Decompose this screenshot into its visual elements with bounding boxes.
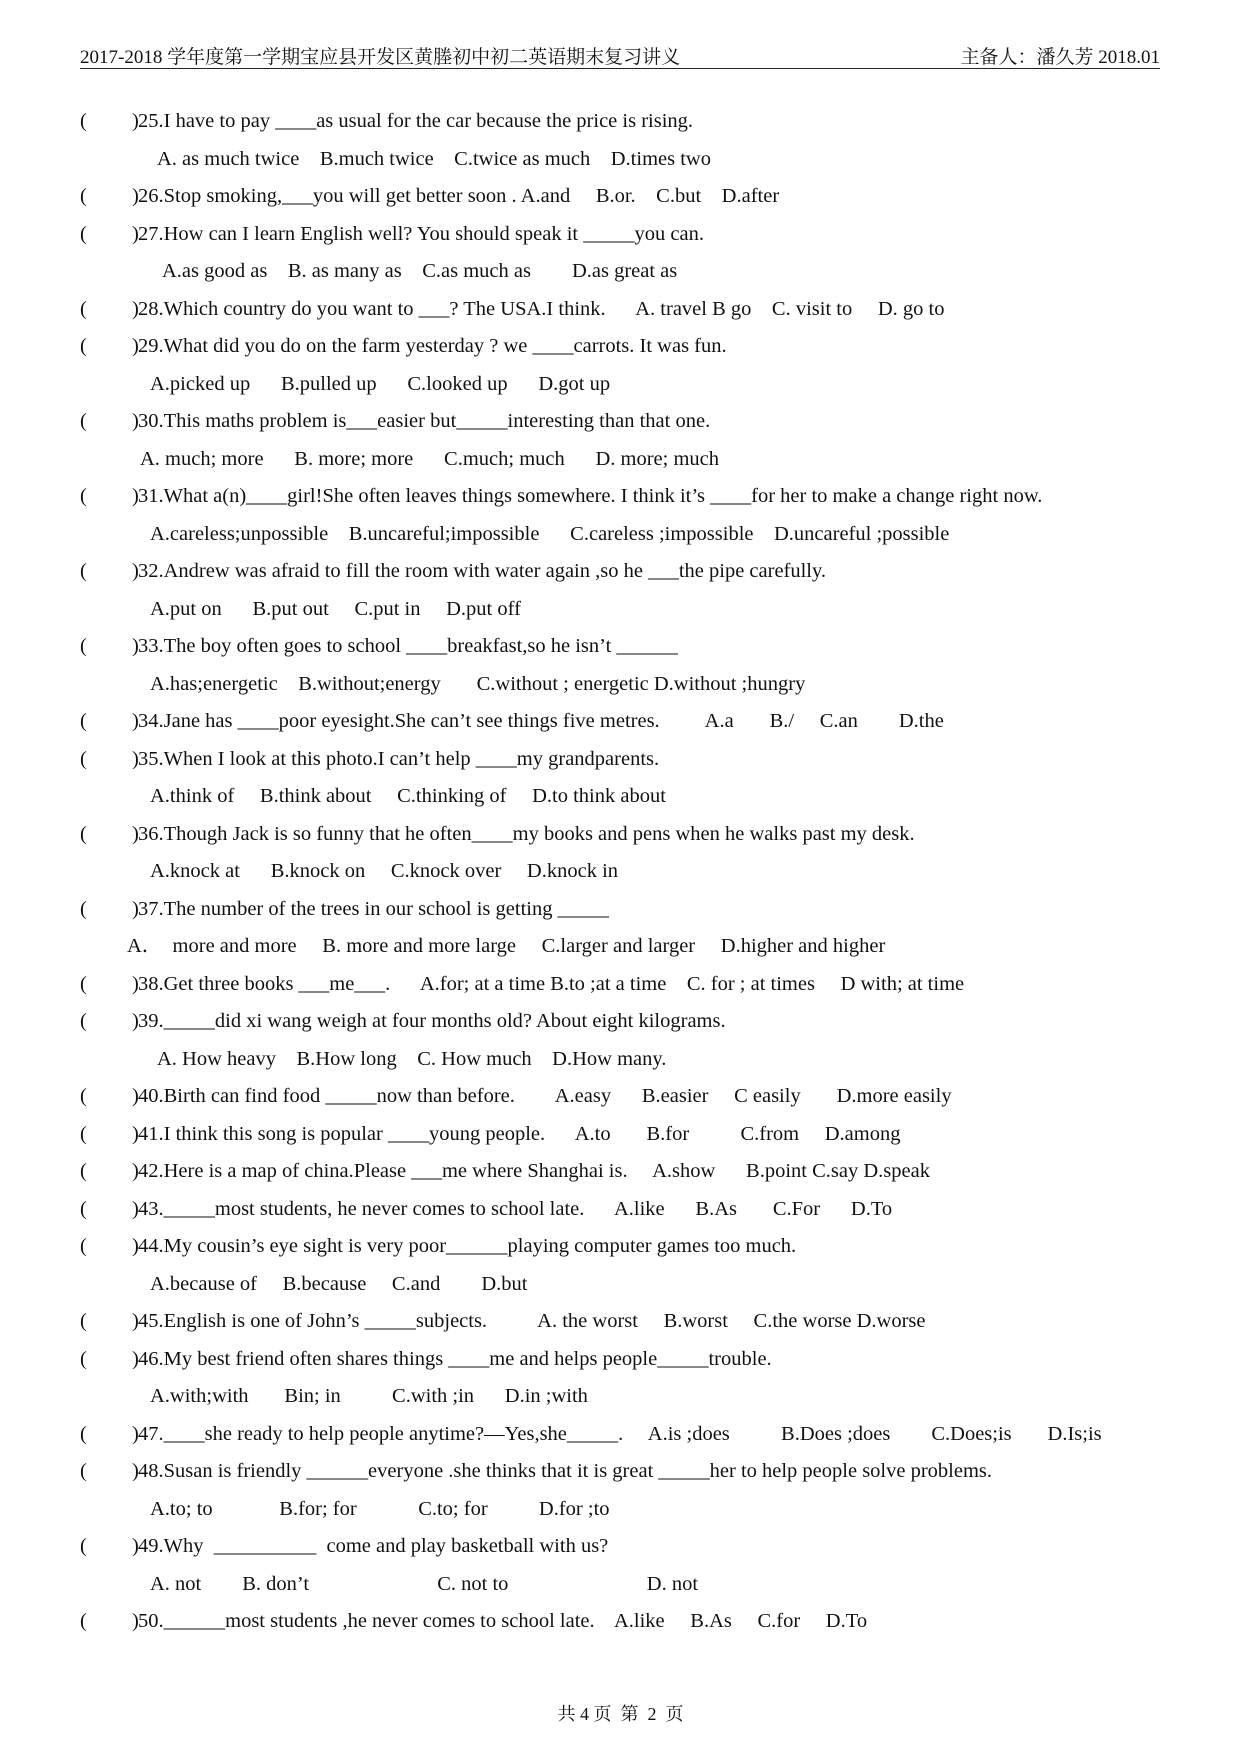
question-text: 34.Jane has ____poor eyesight.She can’t see things five metres. A.a B./ C.an D.the bbox=[138, 710, 944, 732]
answer-paren-close: ) bbox=[132, 222, 139, 245]
question-line bbox=[80, 403, 1200, 441]
header-author-date: 主备人：潘久芳 2018.01 bbox=[960, 47, 1160, 68]
question-text: 48.Susan is friendly ______everyone .she thinks that it is great _____her to help people solve problems. bbox=[138, 1460, 993, 1482]
question-line bbox=[80, 1153, 1200, 1191]
answer-paren-open: ( bbox=[80, 410, 87, 432]
question-text: 30.This maths problem is___easier but_____interesting than that one. bbox=[138, 410, 711, 432]
answer-paren-open: ( bbox=[80, 110, 87, 132]
question-text: 31.What a(n)____girl!She often leaves things somewhere. I think it’s ____for her to make a change right now. bbox=[138, 485, 1043, 507]
answer-paren-open: ( bbox=[80, 297, 87, 320]
question-text: 45.English is one of John’s _____subjects. A. the worst B.worst C.the worse D.worse bbox=[138, 1310, 926, 1332]
question-line bbox=[80, 553, 1200, 591]
answer-paren-close: ) bbox=[132, 1197, 139, 1220]
answer-paren-close: ) bbox=[132, 972, 139, 995]
question-line bbox=[80, 291, 1200, 329]
answer-paren-open: ( bbox=[80, 822, 87, 845]
answer-paren-close: ) bbox=[132, 710, 139, 732]
answer-paren-close: ) bbox=[132, 1310, 139, 1332]
question-text: 28.Which country do you want to ___? The USA.I think. A. travel B go C. visit to D. go to bbox=[138, 297, 945, 320]
answer-paren-open: ( bbox=[80, 1197, 87, 1220]
question-line bbox=[80, 891, 1200, 929]
options-text: A.careless;unpossible B.uncareful;impossible C.careless ;impossible D.uncareful ;possible bbox=[150, 522, 950, 545]
options-text: A. not B. don’t C. not to D. not bbox=[150, 1572, 699, 1595]
answer-paren-close: ) bbox=[132, 110, 139, 132]
question-text: 35.When I look at this photo.I can’t help ____my grandparents. bbox=[138, 747, 660, 770]
options-line bbox=[80, 591, 1200, 629]
answer-paren-open: ( bbox=[80, 1122, 87, 1145]
options-text: A． more and more B. more and more large C.larger and larger D.higher and higher bbox=[127, 935, 886, 957]
answer-paren-close: ) bbox=[132, 297, 139, 320]
question-line bbox=[80, 478, 1200, 516]
answer-paren-open: ( bbox=[80, 1422, 87, 1445]
answer-paren-open: ( bbox=[80, 1235, 87, 1257]
answer-paren-open: ( bbox=[80, 1010, 87, 1032]
answer-paren-open: ( bbox=[80, 1310, 87, 1332]
question-text: 26.Stop smoking,___you will get better soon . A.and B.or. C.but D.after bbox=[138, 185, 780, 207]
options-line bbox=[80, 778, 1200, 816]
answer-paren-close: ) bbox=[132, 1610, 139, 1632]
options-text: A.to; to B.for; for C.to; for D.for ;to bbox=[150, 1497, 610, 1520]
answer-paren-open: ( bbox=[80, 222, 87, 245]
answer-paren-close: ) bbox=[132, 410, 139, 432]
answer-paren-open: ( bbox=[80, 335, 87, 357]
answer-paren-close: ) bbox=[132, 635, 139, 657]
question-text: 38.Get three books ___me___. A.for; at a time B.to ;at a time C. for ; at times D with; at time bbox=[138, 972, 965, 995]
options-line bbox=[80, 253, 1200, 291]
question-text: 36.Though Jack is so funny that he often____my books and pens when he walks past my desk. bbox=[138, 822, 915, 845]
question-text: 44.My cousin’s eye sight is very poor______playing computer games too much. bbox=[138, 1235, 797, 1257]
question-line bbox=[80, 1003, 1200, 1041]
answer-paren-close: ) bbox=[132, 560, 139, 582]
answer-paren-close: ) bbox=[132, 185, 139, 207]
question-line bbox=[80, 628, 1200, 666]
answer-paren-open: ( bbox=[80, 560, 87, 582]
answer-paren-close: ) bbox=[132, 1347, 139, 1370]
options-line bbox=[80, 366, 1200, 404]
question-line bbox=[80, 966, 1200, 1004]
answer-paren-close: ) bbox=[132, 1460, 139, 1482]
answer-paren-close: ) bbox=[132, 897, 139, 920]
question-line bbox=[80, 1341, 1200, 1379]
options-text: A.because of B.because C.and D.but bbox=[150, 1272, 528, 1295]
page-header bbox=[80, 40, 1160, 69]
question-line bbox=[80, 328, 1200, 366]
question-line bbox=[80, 741, 1200, 779]
options-line bbox=[80, 928, 1200, 966]
question-line bbox=[80, 216, 1200, 254]
question-text: 43._____most students, he never comes to school late. A.like B.As C.For D.To bbox=[138, 1197, 893, 1220]
answer-paren-open: ( bbox=[80, 747, 87, 770]
question-line bbox=[80, 178, 1200, 216]
answer-paren-open: ( bbox=[80, 635, 87, 657]
options-text: A.put on B.put out C.put in D.put off bbox=[150, 597, 521, 620]
question-text: 25.I have to pay ____as usual for the car because the price is rising. bbox=[138, 110, 694, 132]
answer-paren-open: ( bbox=[80, 1085, 87, 1107]
header-title: 2017-2018 学年度第一学期宝应县开发区黄塍初中初二英语期末复习讲义 bbox=[80, 47, 681, 68]
options-text: A.has;energetic B.without;energy C.without ; energetic D.without ;hungry bbox=[150, 672, 806, 695]
question-line bbox=[80, 1528, 1200, 1566]
options-line bbox=[80, 853, 1200, 891]
question-text: 49.Why __________ come and play basketball with us? bbox=[138, 1535, 609, 1557]
options-line bbox=[80, 1266, 1200, 1304]
question-text: 29.What did you do on the farm yesterday ? we ____carrots. It was fun. bbox=[138, 335, 727, 357]
question-line bbox=[80, 1603, 1200, 1641]
question-line bbox=[80, 1416, 1200, 1454]
answer-paren-close: ) bbox=[132, 335, 139, 357]
answer-paren-open: ( bbox=[80, 1347, 87, 1370]
question-text: 40.Birth can find food _____now than before. A.easy B.easier C easily D.more easily bbox=[138, 1085, 952, 1107]
question-text: 37.The number of the trees in our school is getting _____ bbox=[138, 897, 609, 920]
answer-paren-close: ) bbox=[132, 1422, 139, 1445]
question-text: 42.Here is a map of china.Please ___me where Shanghai is. A.show B.point C.say D.speak bbox=[138, 1160, 930, 1182]
options-text: A.picked up B.pulled up C.looked up D.got up bbox=[150, 372, 611, 395]
options-text: A.think of B.think about C.thinking of D.to think about bbox=[150, 785, 666, 807]
question-line bbox=[80, 1116, 1200, 1154]
answer-paren-close: ) bbox=[132, 747, 139, 770]
options-text: A.with;with Bin; in C.with ;in D.in ;with bbox=[150, 1385, 588, 1407]
options-line bbox=[80, 516, 1200, 554]
options-text: A. much; more B. more; more C.much; much D. more; much bbox=[140, 447, 720, 470]
question-line bbox=[80, 103, 1200, 141]
answer-paren-open: ( bbox=[80, 485, 87, 507]
question-line bbox=[80, 816, 1200, 854]
options-line bbox=[80, 441, 1200, 479]
options-line bbox=[80, 141, 1200, 179]
question-line bbox=[80, 1453, 1200, 1491]
question-text: 27.How can I learn English well? You should speak it _____you can. bbox=[138, 222, 704, 245]
options-line bbox=[80, 1566, 1200, 1604]
answer-paren-open: ( bbox=[80, 185, 87, 207]
question-text: 50.______most students ,he never comes to school late. A.like B.As C.for D.To bbox=[138, 1610, 868, 1632]
question-text: 46.My best friend often shares things ____me and helps people_____trouble. bbox=[138, 1347, 772, 1370]
question-line bbox=[80, 1228, 1200, 1266]
options-text: A. as much twice B.much twice C.twice as much D.times two bbox=[157, 147, 711, 170]
answer-paren-close: ) bbox=[132, 1085, 139, 1107]
answer-paren-open: ( bbox=[80, 710, 87, 732]
answer-paren-close: ) bbox=[132, 1010, 139, 1032]
answer-paren-open: ( bbox=[80, 1535, 87, 1557]
question-line bbox=[80, 703, 1200, 741]
options-line bbox=[80, 666, 1200, 704]
answer-paren-open: ( bbox=[80, 1160, 87, 1182]
options-text: A.knock at B.knock on C.knock over D.knock in bbox=[150, 860, 619, 882]
question-line bbox=[80, 1191, 1200, 1229]
options-line bbox=[80, 1378, 1200, 1416]
options-text: A. How heavy B.How long C. How much D.How many. bbox=[157, 1047, 667, 1070]
answer-paren-open: ( bbox=[80, 897, 87, 920]
question-text: 32.Andrew was afraid to fill the room with water again ,so he ___the pipe carefully. bbox=[138, 560, 827, 582]
answer-paren-close: ) bbox=[132, 822, 139, 845]
options-line bbox=[80, 1491, 1200, 1529]
question-line bbox=[80, 1303, 1200, 1341]
answer-paren-open: ( bbox=[80, 1460, 87, 1482]
answer-paren-open: ( bbox=[80, 972, 87, 995]
answer-paren-open: ( bbox=[80, 1610, 87, 1632]
answer-paren-close: ) bbox=[132, 485, 139, 507]
answer-paren-close: ) bbox=[132, 1535, 139, 1557]
question-text: 41.I think this song is popular ____young people. A.to B.for C.from D.among bbox=[138, 1122, 901, 1145]
question-text: 33.The boy often goes to school ____breakfast,so he isn’t ______ bbox=[138, 635, 678, 657]
options-line bbox=[80, 1041, 1200, 1079]
answer-paren-close: ) bbox=[132, 1235, 139, 1257]
question-line bbox=[80, 1078, 1200, 1116]
page-footer: 共 4 页 第 2 页 bbox=[557, 1704, 684, 1724]
options-text: A.as good as B. as many as C.as much as D.as great as bbox=[162, 260, 678, 282]
question-list bbox=[80, 103, 1200, 1641]
answer-paren-close: ) bbox=[132, 1122, 139, 1145]
answer-paren-close: ) bbox=[132, 1160, 139, 1182]
question-text: 39._____did xi wang weigh at four months old? About eight kilograms. bbox=[138, 1010, 726, 1032]
question-text: 47.____she ready to help people anytime?—Yes,she_____. A.is ;does B.Does ;does C.Does;is D.Is;is bbox=[138, 1422, 1102, 1445]
